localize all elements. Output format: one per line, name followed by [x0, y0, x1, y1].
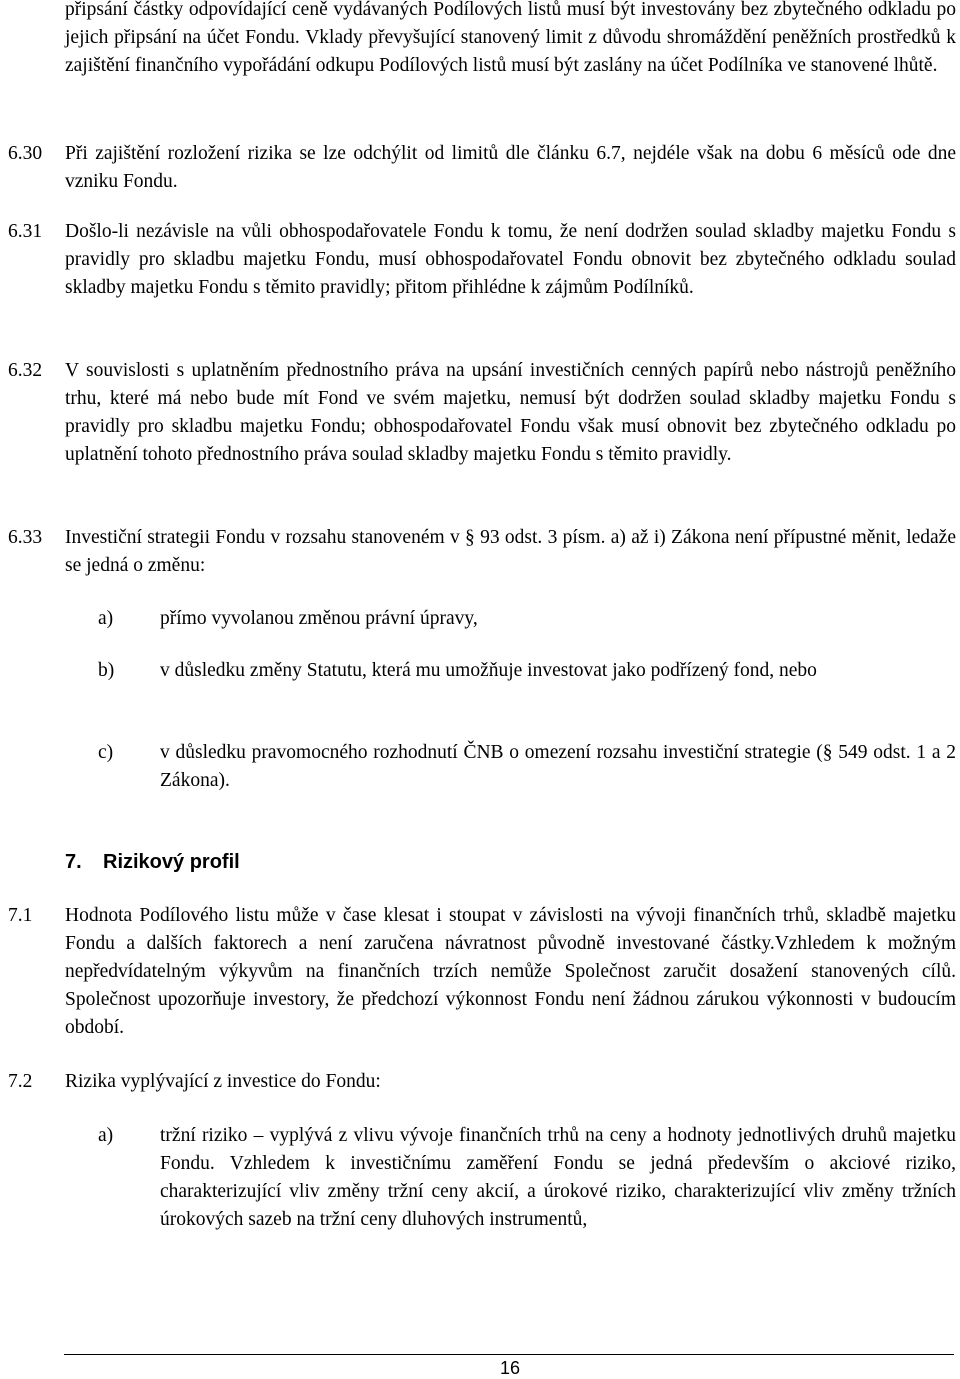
- section-heading: [65, 848, 240, 876]
- clause-number: 6.33: [8, 527, 43, 548]
- list-item-text: přímo vyvolanou změnou právní úpravy,: [160, 608, 478, 629]
- list-item-label: a): [98, 608, 114, 629]
- intro-paragraph: připsání částky odpovídající ceně vydávaných Podílových listů musí být investovány bez zbytečného odkladu po jejich připsání na účet Fondu. Vklady převyšující stanovený limit z důvodu shromáždění peněžních prostředků k zajištění finančního vypořádání odkupu Podílových listů musí být zaslány na účet Podílníka ve stanovené lhůtě.: [65, 0, 956, 76]
- list-item-text: v důsledku pravomocného rozhodnutí ČNB o omezení rozsahu investiční strategie (§ 549 odst. 1 a 2 Zákona).: [160, 742, 956, 791]
- footer-divider: [64, 1354, 954, 1355]
- clause-text: Investiční strategii Fondu v rozsahu stanoveném v § 93 odst. 3 písm. a) až i) Zákona není přípustné měnit, ledaže se jedná o změnu:: [65, 527, 956, 576]
- section-title: Rizikový profil: [103, 851, 240, 873]
- list-item-label: c): [98, 742, 114, 763]
- page-number: 16: [499, 1358, 521, 1378]
- clause-number: 6.30: [8, 143, 43, 164]
- list-item-label: a): [98, 1125, 114, 1146]
- clause-text: V souvislosti s uplatněním přednostního práva na upsání investičních cenných papírů nebo nástrojů peněžního trhu, které má nebo bude mít Fond ve svém majetku, nemusí být dodržen soulad skladby majetku Fondu s pravidly pro skladbu majetku Fondu; obhospodařovatel Fondu však musí obnovit bez zbytečného odkladu po uplatnění tohoto přednostního práva soulad skladby majetku Fondu s těmito pravidly.: [65, 360, 956, 465]
- list-item-label: b): [98, 660, 115, 681]
- clause-text: Rizika vyplývající z investice do Fondu:: [65, 1071, 381, 1092]
- clause-number: 7.1: [8, 905, 33, 926]
- clause-text: Při zajištění rozložení rizika se lze odchýlit od limitů dle článku 6.7, nejdéle však na dobu 6 měsíců ode dne vzniku Fondu.: [65, 143, 956, 192]
- clause-number: 6.31: [8, 221, 43, 242]
- clause-number: 6.32: [8, 360, 43, 381]
- list-item-text: v důsledku změny Statutu, která mu umožňuje investovat jako podřízený fond, nebo: [160, 660, 817, 681]
- clause-text: Došlo-li nezávisle na vůli obhospodařovatele Fondu k tomu, že není dodržen soulad skladby majetku Fondu s pravidly pro skladbu majetku Fondu, musí obhospodařovatel Fondu obnovit bez zbytečného odkladu soulad skladby majetku Fondu s těmito pravidly; přitom přihlédne k zájmům Podílníků.: [65, 221, 956, 298]
- clause-text: Hodnota Podílového listu může v čase klesat i stoupat v závislosti na vývoji finančních trhů, skladbě majetku Fondu a dalších faktorech a není zaručena návratnost původně investované částky.Vzhledem k možným nepředvídatelným výkyvům na finančních trzích nemůže Společnost zaručit dosažení stanovených cílů. Společnost upozorňuje investory, že předchozí výkonnost Fondu není žádnou zárukou výkonnosti v budoucím období.: [65, 905, 956, 1038]
- clause-number: 7.2: [8, 1071, 33, 1092]
- section-number: 7.: [65, 851, 82, 873]
- list-item-text: tržní riziko – vyplývá z vlivu vývoje finančních trhů na ceny a hodnoty jednotlivých druhů majetku Fondu. Vzhledem k investičnímu zaměření Fondu se jedná především o akciové riziko, charakterizující vliv změny tržní ceny akcií, a úrokové riziko, charakterizující vliv změny tržních úrokových sazeb na tržní ceny dluhových instrumentů,: [160, 1125, 956, 1230]
